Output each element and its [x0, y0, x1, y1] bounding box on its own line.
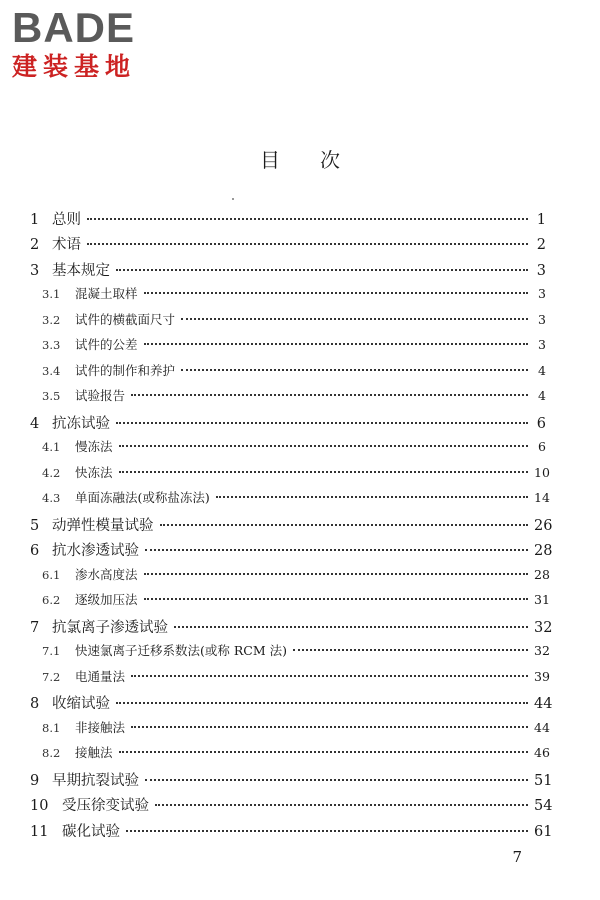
toc-entry-label: 抗水渗透试验 — [52, 543, 139, 559]
toc-entry-number: 3.4 — [42, 363, 61, 378]
toc-leader-dots — [116, 254, 528, 271]
toc-entry[interactable] — [30, 819, 553, 845]
toc-leader-dots — [145, 764, 528, 781]
toc-entry-number: 10 — [30, 798, 49, 814]
toc-leader-dots — [144, 280, 528, 295]
page-title: 目次 — [260, 148, 380, 172]
toc-entry-number: 3 — [30, 262, 40, 279]
toc-entry-page: 44 — [534, 696, 553, 712]
toc-entry-page: 26 — [534, 517, 553, 534]
toc-entry-number: 8.2 — [42, 746, 61, 760]
toc-entry-number: 3.5 — [42, 389, 61, 403]
page-number: 7 — [512, 848, 522, 866]
toc-entry-label: 逐级加压法 — [75, 592, 138, 607]
toc-entry-number: 4.3 — [42, 491, 61, 505]
toc-leader-dots — [119, 458, 528, 473]
toc-entry-page: 3 — [538, 286, 546, 301]
toc-leader-dots — [119, 433, 528, 448]
toc-entry-label: 碳化试验 — [62, 823, 120, 840]
toc-entry-number: 7 — [30, 619, 40, 636]
toc-entry-page: 61 — [534, 823, 553, 840]
toc-leader-dots — [131, 382, 528, 397]
toc-entry-number: 3.2 — [42, 312, 61, 327]
toc-entry-number: 9 — [30, 772, 40, 789]
toc-entry-label: 接触法 — [75, 745, 113, 760]
toc-entry-number: 7.2 — [42, 669, 61, 684]
toc-leader-dots — [144, 586, 528, 601]
toc-leader-dots — [87, 203, 528, 220]
toc-entry-page: 4 — [538, 388, 546, 403]
toc-entry-number: 1 — [30, 211, 40, 228]
toc-entry-label: 动弹性模量试验 — [52, 517, 154, 534]
toc-entry-number: 4 — [30, 415, 40, 432]
toc-entry-page: 46 — [534, 745, 550, 760]
toc-entry-page: 54 — [534, 798, 553, 814]
toc-entry-label: 术语 — [52, 237, 81, 253]
toc-leader-dots — [87, 229, 528, 246]
toc-entry-page: 3 — [538, 337, 546, 352]
toc-entry-number: 8 — [30, 696, 40, 712]
toc-entry-label: 快冻法 — [75, 464, 113, 480]
toc-entry-label: 抗氯离子渗透试验 — [52, 619, 168, 636]
toc-entry-label: 总则 — [52, 211, 81, 228]
toc-entry-number: 7.1 — [42, 644, 61, 658]
toc-entry-page: 1 — [536, 211, 546, 228]
toc-entry-label: 慢冻法 — [75, 439, 113, 454]
toc-entry-page: 2 — [536, 237, 546, 253]
toc-entry-number: 6 — [30, 543, 40, 559]
toc-entry-label: 试件的横截面尺寸 — [75, 311, 176, 327]
toc-entry-label: 基本规定 — [52, 262, 110, 279]
bade-logo — [12, 6, 182, 82]
toc-leader-dots — [293, 637, 528, 652]
toc-entry-page: 31 — [534, 592, 550, 607]
toc-entry-number: 2 — [30, 237, 40, 253]
toc-leader-dots — [126, 815, 528, 832]
toc-entry-page: 39 — [534, 668, 550, 684]
toc-entry-label: 试件的公差 — [75, 337, 138, 352]
toc-entry-number: 3.1 — [42, 287, 61, 301]
toc-entry-label: 渗水高度法 — [75, 566, 138, 582]
toc-entry-number: 6.1 — [42, 567, 61, 582]
toc-leader-dots — [116, 688, 528, 705]
toc-entry-label: 早期抗裂试验 — [52, 772, 139, 789]
toc-leader-dots — [174, 611, 528, 628]
toc-entry-number: 4.1 — [42, 440, 61, 454]
toc-leader-dots — [160, 509, 529, 526]
scan-speck — [232, 198, 234, 200]
toc-leader-dots — [216, 484, 528, 499]
toc-entry-label: 试验报告 — [75, 388, 126, 403]
toc-entry-number: 5 — [30, 517, 40, 534]
toc-entry-label: 抗冻试验 — [52, 415, 110, 432]
toc-entry-page: 6 — [536, 415, 546, 432]
toc-entry-number: 11 — [30, 823, 49, 840]
toc-entry-page: 4 — [538, 362, 546, 378]
logo-subtitle: 建装基地 — [12, 52, 137, 81]
toc-leader-dots — [119, 739, 528, 754]
toc-entry-label: 收缩试验 — [52, 696, 110, 712]
logo-brand: BADE — [12, 4, 136, 51]
toc-leader-dots — [145, 535, 528, 552]
toc-leader-dots — [144, 331, 528, 346]
toc-entry-page: 6 — [538, 439, 546, 454]
toc-entry-page: 10 — [534, 464, 550, 480]
toc-leader-dots — [116, 407, 528, 424]
toc-entry-label: 非接触法 — [75, 719, 126, 735]
toc-entry-label: 受压徐变试验 — [62, 798, 149, 814]
toc-leader-dots — [181, 356, 528, 371]
toc-entry-page: 28 — [534, 566, 550, 582]
toc-leader-dots — [131, 713, 528, 728]
toc-entry-page: 14 — [534, 490, 550, 505]
toc-entry-label: 试件的制作和养护 — [75, 362, 176, 378]
toc-entry-number: 6.2 — [42, 593, 61, 607]
toc-entry-page: 3 — [536, 262, 546, 279]
toc-entry-label: 混凝土取样 — [75, 286, 138, 301]
toc-entry-number: 3.3 — [42, 338, 61, 352]
toc-entry-number: 8.1 — [42, 720, 61, 735]
toc-entry-page: 28 — [534, 543, 553, 559]
toc-leader-dots — [155, 790, 528, 807]
toc-entry-page: 3 — [538, 311, 546, 327]
toc-entry-label: 电通量法 — [75, 668, 126, 684]
toc-entry-page: 32 — [534, 619, 553, 636]
table-of-contents — [30, 207, 553, 845]
toc-entry-label: 快速氯离子迁移系数法(或称 RCM 法) — [75, 643, 287, 658]
toc-entry-page: 44 — [534, 719, 550, 735]
toc-entry-number: 4.2 — [42, 465, 61, 480]
toc-entry-label: 单面冻融法(或称盐冻法) — [75, 490, 210, 505]
toc-leader-dots — [144, 560, 528, 575]
toc-entry-page: 51 — [534, 772, 553, 789]
toc-leader-dots — [131, 662, 528, 677]
toc-entry-page: 32 — [534, 643, 550, 658]
toc-leader-dots — [181, 305, 528, 320]
